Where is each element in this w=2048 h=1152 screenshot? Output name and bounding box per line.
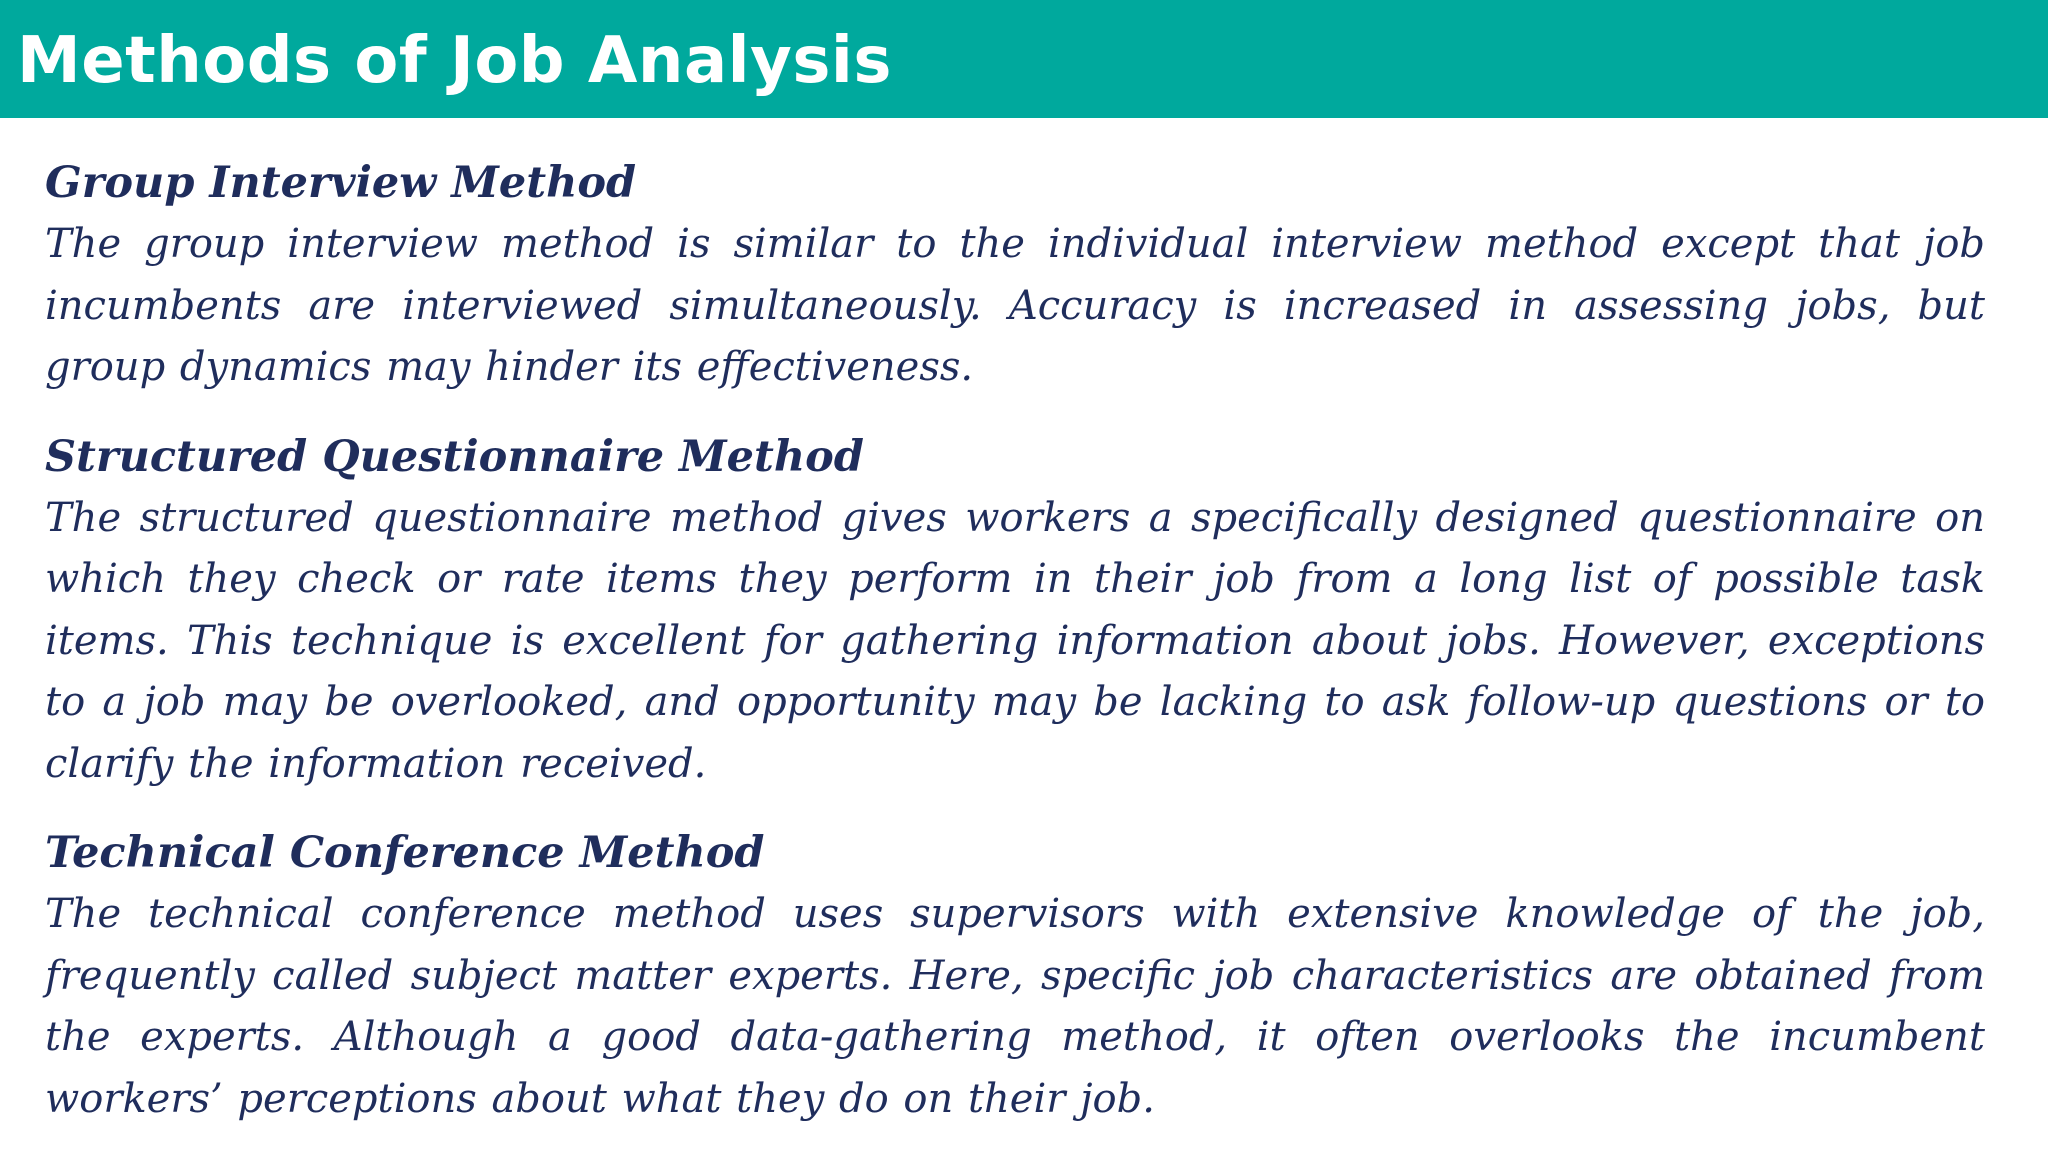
section-heading: Technical Conference Method: [45, 828, 765, 878]
section-body: The technical conference method uses supervisors with extensive knowledge of the job, frequently called subject matter experts. Here, specific job characteristics are obtained from the experts. Although a good data-gathering method, it often overlooks the incumbent workers’ perceptions about what they do on their job.: [45, 891, 1985, 1122]
section-group-interview: [45, 152, 1985, 399]
slide-content: [45, 152, 1985, 1152]
section-heading: Structured Questionnaire Method: [45, 431, 864, 482]
section-structured-questionnaire: [45, 426, 1985, 796]
section-body: The structured questionnaire method gives workers a specifically designed questionnaire on which they check or rate items they perform in their job from a long list of possible task items. This technique is excellent for gathering information about jobs. However, exceptions to a job may be overlooked, and opportunity may be lacking to ask follow-up questions or to clarify the information received.: [45, 494, 1985, 787]
section-body: The group interview method is similar to the individual interview method except that job incumbents are interviewed simultaneously. Accuracy is increased in assessing jobs, but group dynamics may hinder its effectiveness.: [45, 221, 1985, 390]
section-technical-conference: [45, 822, 1985, 1130]
slide-title: Methods of Job Analysis: [17, 24, 892, 98]
title-bar: [0, 0, 2048, 118]
section-heading: Group Interview Method: [45, 158, 637, 208]
